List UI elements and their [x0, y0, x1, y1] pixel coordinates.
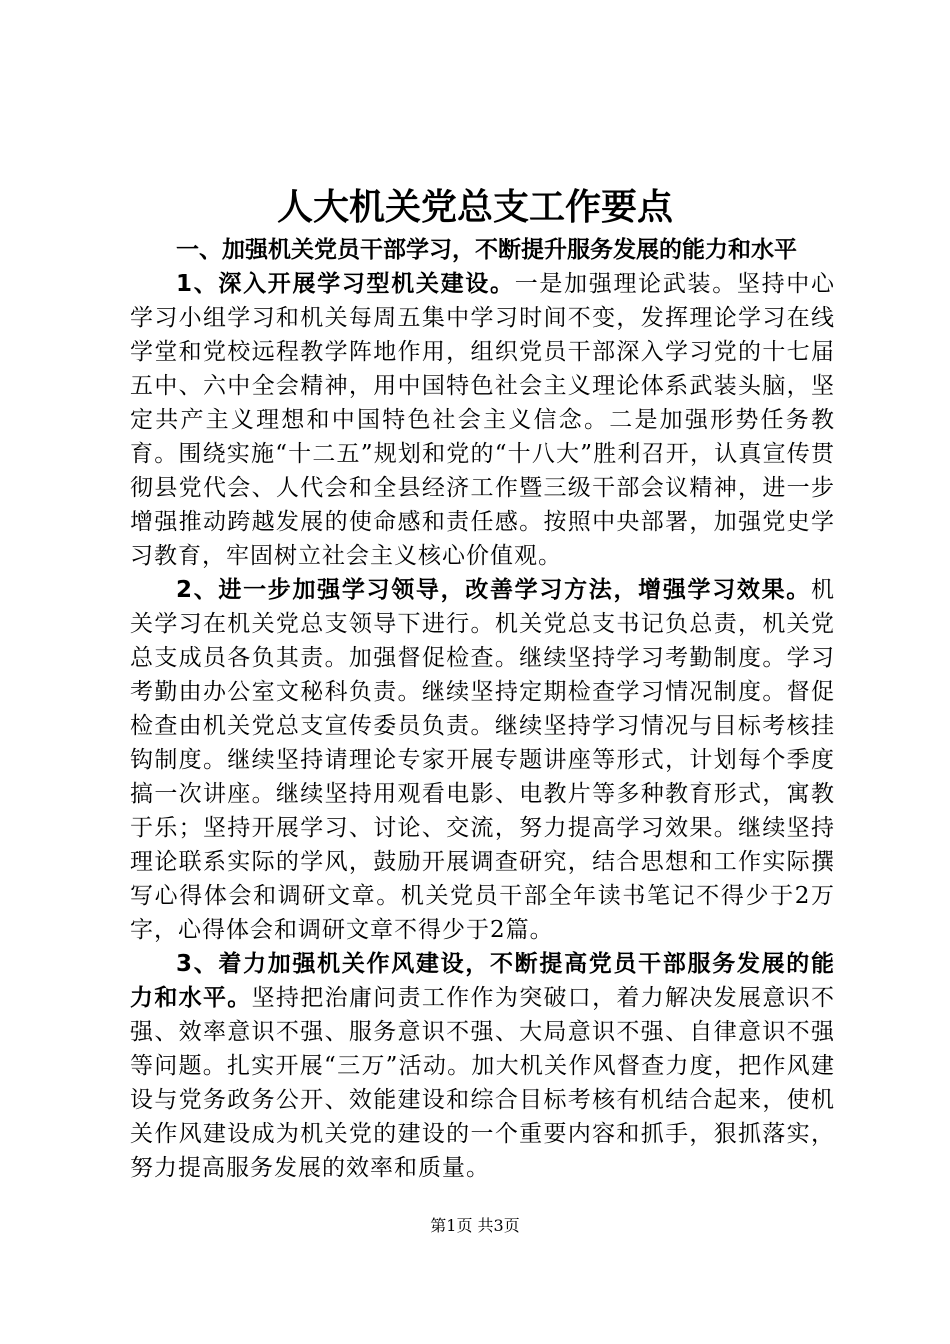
paragraph-item-1: [130, 267, 835, 573]
document-body: [130, 233, 835, 1185]
paragraph-lead: 2、进一步加强学习领导，改善学习方法，增强学习效果。: [176, 577, 811, 603]
paragraph-lead: 1、深入开展学习型机关建设。: [176, 271, 515, 297]
paragraph-lead: 3、着力加强机关作风建设，不断提高党员干部服务发展的能力和水平。: [130, 951, 835, 1011]
paragraph-item-2: [130, 573, 835, 947]
paragraph-text: 坚持把治庸问责工作作为突破口，着力解决发展意识不强、效率意识不强、服务意识不强、大局意识不强、自律意识不强等问题。扎实开展“三万”活动。加大机关作风督查力度，把作风建设与党务政务公开、效能建设和综合目标考核有机结合起来，使机关作风建设成为机关党的建设的一个重要内容和抓手，狠抓落实，努力提高服务发展的效率和质量。: [130, 985, 836, 1181]
paragraph-item-3: [130, 947, 835, 1185]
section-heading: 一、加强机关党员干部学习，不断提升服务发展的能力和水平: [176, 237, 797, 263]
paragraph-text: 一是加强理论武装。坚持中心学习小组学习和机关每周五集中学习时间不变，发挥理论学习在线学堂和党校远程教学阵地作用，组织党员干部深入学习党的十七届五中、六中全会精神，用中国特色社会主义理论体系武装头脑，坚定共产主义理想和中国特色社会主义信念。二是加强形势任务教育。围绕实施“十二五”规划和党的“十八大”胜利召开，认真宣传贯彻县党代会、人代会和全县经济工作暨三级干部会议精神，进一步增强推动跨越发展的使命感和责任感。按照中央部署，加强党史学习教育，牢固树立社会主义核心价值观。: [130, 271, 835, 569]
paragraph-text: 机关学习在机关党总支领导下进行。机关党总支书记负总责，机关党总支成员各负其责。加强督促检查。继续坚持学习考勤制度。学习考勤由办公室文秘科负责。继续坚持定期检查学习情况制度。督促检查由机关党总支宣传委员负责。继续坚持学习情况与目标考核挂钩制度。继续坚持请理论专家开展专题讲座等形式，计划每个季度搞一次讲座。继续坚持用观看电影、电教片等多种教育形式，寓教于乐；坚持开展学习、讨论、交流，努力提高学习效果。继续坚持理论联系实际的学风，鼓励开展调查研究，结合思想和工作实际撰写心得体会和调研文章。机关党员干部全年读书笔记不得少于2万字，心得体会和调研文章不得少于2篇。: [130, 577, 835, 943]
document-title: 人大机关党总支工作要点: [276, 187, 673, 228]
page-footer: 第1页 共3页: [430, 1216, 520, 1235]
